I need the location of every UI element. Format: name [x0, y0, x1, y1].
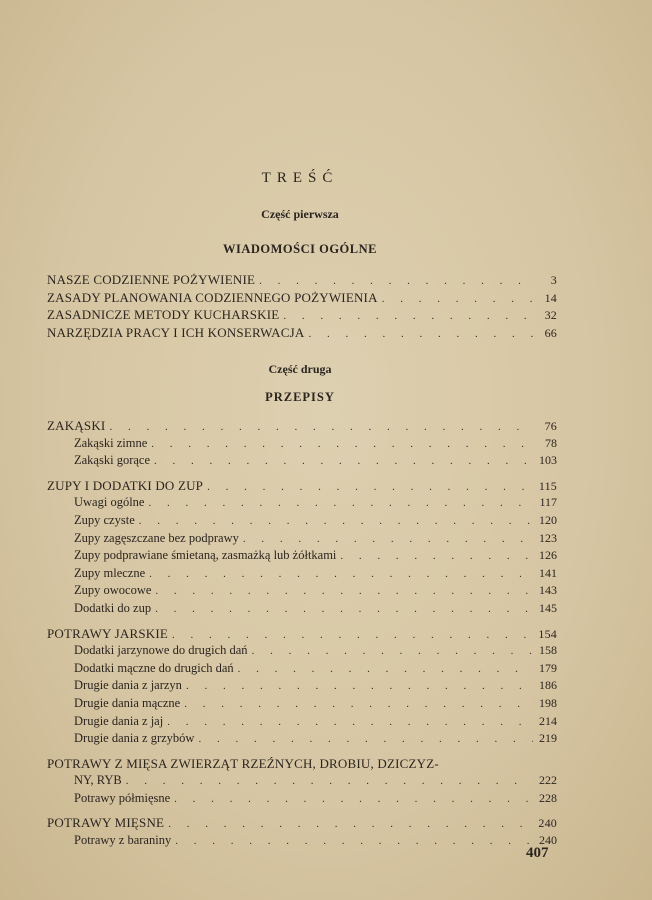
- toc-part-two: [47, 417, 557, 850]
- toc-subentry: Drugie dania z jarzyn . . . 186: [47, 677, 557, 695]
- toc-subentry: Drugie dania z jaj . . . 214: [47, 713, 557, 731]
- toc-entry: ZAKĄSKI . . . 76: [47, 417, 557, 435]
- toc-subentry: Zupy owocowe . . . 143: [47, 582, 557, 600]
- part-two-heading: PRZEPISY: [265, 390, 335, 404]
- toc-subentry: Zupy czyste . . . 120: [47, 512, 557, 530]
- part-two-label: Część druga: [268, 362, 332, 376]
- toc-entry: POTRAWY Z MIĘSA ZWIERZĄT RZEŹNYCH, DROBIU, DZICZYZ-: [47, 755, 439, 771]
- toc-subentry: Zakąski zimne . . . 78: [47, 435, 557, 453]
- toc-entry: NASZE CODZIENNE POŻYWIENIE . . . 3: [47, 271, 557, 289]
- toc-subentry: Dodatki jarzynowe do drugich dań . . . 158: [47, 642, 557, 660]
- toc-entry: ZASADNICZE METODY KUCHARSKIE . . . 32: [47, 306, 557, 324]
- part-one-heading: WIADOMOŚCI OGÓLNE: [222, 242, 377, 256]
- toc-entry: ZASADY PLANOWANIA CODZIENNEGO POŻYWIENIA . . . 14: [47, 289, 557, 307]
- toc-entry: NARZĘDZIA PRACY I ICH KONSERWACJA . . . 66: [47, 324, 557, 342]
- page-number: 407: [526, 845, 549, 861]
- toc-subentry: Drugie dania mączne . . . 198: [47, 695, 557, 713]
- toc-entry-continuation: NY, RYB . . . 222: [47, 772, 557, 790]
- toc-subentry: Dodatki do zup . . . 145: [47, 600, 557, 618]
- part-one-label: Część pierwsza: [261, 207, 339, 221]
- toc-subentry: Drugie dania z grzybów . . . 219: [47, 730, 557, 748]
- toc-subentry: Potrawy z baraniny . . . 240: [47, 832, 557, 850]
- toc-subentry: Potrawy półmięsne . . . 228: [47, 790, 557, 808]
- toc-entry: POTRAWY MIĘSNE . . . 240: [47, 814, 557, 832]
- toc-subentry: Zupy mleczne . . . 141: [47, 565, 557, 583]
- toc-subentry: Zupy podprawiane śmietaną, zasmażką lub żółtkami . . . 126: [47, 547, 557, 565]
- toc-part-one: [47, 271, 557, 341]
- toc-entry: POTRAWY JARSKIE . . . 154: [47, 625, 557, 643]
- page-title: TREŚĆ: [261, 170, 339, 186]
- toc-subentry: Dodatki mączne do drugich dań . . . 179: [47, 660, 557, 678]
- toc-subentry: Zakąski gorące . . . 103: [47, 452, 557, 470]
- toc-entry: ZUPY I DODATKI DO ZUP . . . 115: [47, 477, 557, 495]
- toc-subentry: Zupy zagęszczane bez podprawy . . . 123: [47, 530, 557, 548]
- toc-subentry: Uwagi ogólne . . . 117: [47, 494, 557, 512]
